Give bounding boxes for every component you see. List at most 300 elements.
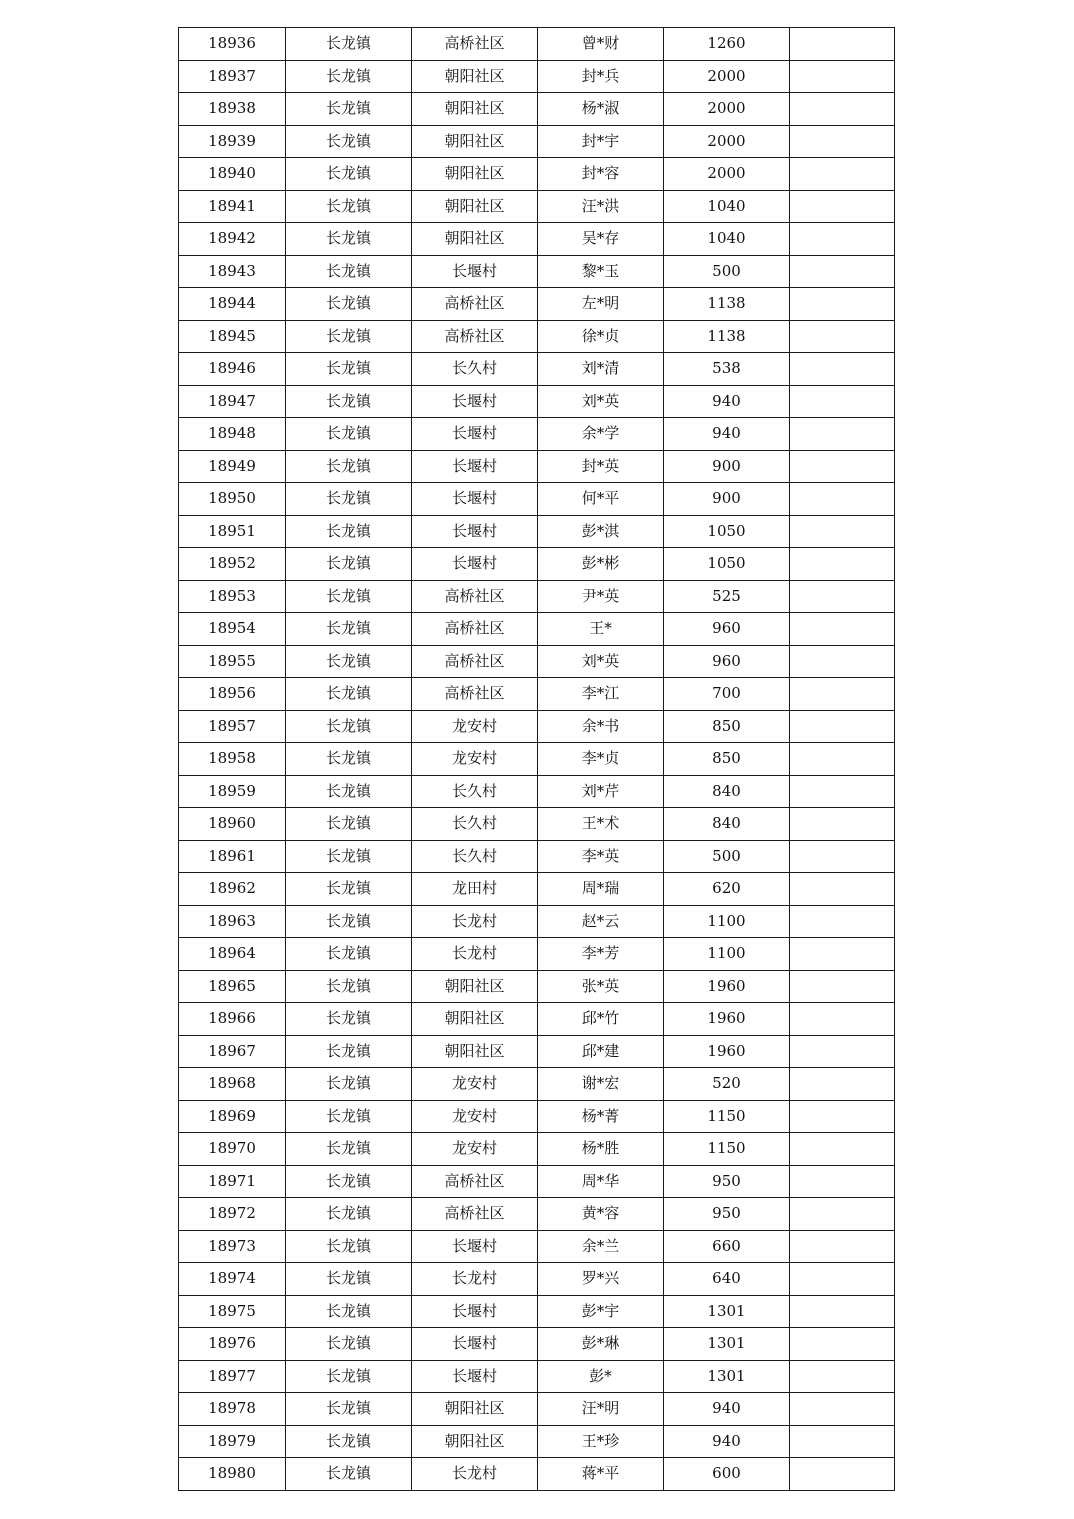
village-cell: 长堰村 (412, 1295, 538, 1328)
amount-cell: 900 (664, 483, 790, 516)
serial-number-cell: 18946 (179, 353, 286, 386)
village-cell: 朝阳社区 (412, 60, 538, 93)
person-name-cell: 黎*玉 (538, 255, 664, 288)
note-cell (790, 28, 895, 61)
amount-cell: 850 (664, 710, 790, 743)
serial-number-cell: 18963 (179, 905, 286, 938)
person-name-cell: 余*学 (538, 418, 664, 451)
serial-number-cell: 18936 (179, 28, 286, 61)
amount-cell: 2000 (664, 60, 790, 93)
serial-number-cell: 18939 (179, 125, 286, 158)
person-name-cell: 谢*宏 (538, 1068, 664, 1101)
serial-number-cell: 18972 (179, 1198, 286, 1231)
person-name-cell: 李*贞 (538, 743, 664, 776)
table-row (179, 710, 895, 743)
table-row (179, 255, 895, 288)
person-name-cell: 彭*宇 (538, 1295, 664, 1328)
person-name-cell: 何*平 (538, 483, 664, 516)
town-cell: 长龙镇 (286, 938, 412, 971)
town-cell: 长龙镇 (286, 580, 412, 613)
village-cell: 高桥社区 (412, 580, 538, 613)
amount-cell: 940 (664, 385, 790, 418)
note-cell (790, 808, 895, 841)
person-name-cell: 周*华 (538, 1165, 664, 1198)
roster-table-body (179, 28, 895, 1491)
serial-number-cell: 18952 (179, 548, 286, 581)
table-row (179, 970, 895, 1003)
town-cell: 长龙镇 (286, 1263, 412, 1296)
serial-number-cell: 18977 (179, 1360, 286, 1393)
person-name-cell: 邱*竹 (538, 1003, 664, 1036)
person-name-cell: 罗*兴 (538, 1263, 664, 1296)
village-cell: 长堰村 (412, 450, 538, 483)
town-cell: 长龙镇 (286, 645, 412, 678)
amount-cell: 960 (664, 613, 790, 646)
town-cell: 长龙镇 (286, 158, 412, 191)
serial-number-cell: 18969 (179, 1100, 286, 1133)
village-cell: 龙田村 (412, 873, 538, 906)
table-row (179, 1295, 895, 1328)
town-cell: 长龙镇 (286, 28, 412, 61)
person-name-cell: 汪*洪 (538, 190, 664, 223)
village-cell: 长堰村 (412, 1328, 538, 1361)
town-cell: 长龙镇 (286, 1035, 412, 1068)
person-name-cell: 杨*淑 (538, 93, 664, 126)
serial-number-cell: 18941 (179, 190, 286, 223)
table-row (179, 873, 895, 906)
town-cell: 长龙镇 (286, 1068, 412, 1101)
table-row (179, 28, 895, 61)
serial-number-cell: 18960 (179, 808, 286, 841)
village-cell: 长堰村 (412, 255, 538, 288)
village-cell: 高桥社区 (412, 678, 538, 711)
note-cell (790, 1328, 895, 1361)
village-cell: 长堰村 (412, 515, 538, 548)
note-cell (790, 710, 895, 743)
serial-number-cell: 18961 (179, 840, 286, 873)
village-cell: 长堰村 (412, 548, 538, 581)
amount-cell: 1050 (664, 515, 790, 548)
village-cell: 长堰村 (412, 1230, 538, 1263)
serial-number-cell: 18953 (179, 580, 286, 613)
amount-cell: 1960 (664, 1035, 790, 1068)
note-cell (790, 1133, 895, 1166)
person-name-cell: 李*芳 (538, 938, 664, 971)
person-name-cell: 李*江 (538, 678, 664, 711)
town-cell: 长龙镇 (286, 873, 412, 906)
town-cell: 长龙镇 (286, 1425, 412, 1458)
serial-number-cell: 18949 (179, 450, 286, 483)
person-name-cell: 吴*存 (538, 223, 664, 256)
town-cell: 长龙镇 (286, 808, 412, 841)
amount-cell: 940 (664, 418, 790, 451)
amount-cell: 2000 (664, 158, 790, 191)
table-row (179, 125, 895, 158)
village-cell: 高桥社区 (412, 613, 538, 646)
person-name-cell: 王*术 (538, 808, 664, 841)
note-cell (790, 840, 895, 873)
serial-number-cell: 18976 (179, 1328, 286, 1361)
person-name-cell: 封*容 (538, 158, 664, 191)
town-cell: 长龙镇 (286, 1133, 412, 1166)
town-cell: 长龙镇 (286, 1230, 412, 1263)
village-cell: 长堰村 (412, 418, 538, 451)
note-cell (790, 418, 895, 451)
note-cell (790, 905, 895, 938)
amount-cell: 1301 (664, 1295, 790, 1328)
person-name-cell: 刘*英 (538, 645, 664, 678)
village-cell: 龙安村 (412, 710, 538, 743)
village-cell: 高桥社区 (412, 320, 538, 353)
town-cell: 长龙镇 (286, 1295, 412, 1328)
serial-number-cell: 18947 (179, 385, 286, 418)
person-name-cell: 彭*彬 (538, 548, 664, 581)
note-cell (790, 125, 895, 158)
document-page (178, 27, 894, 1491)
person-name-cell: 余*兰 (538, 1230, 664, 1263)
amount-cell: 600 (664, 1458, 790, 1491)
amount-cell: 538 (664, 353, 790, 386)
amount-cell: 840 (664, 808, 790, 841)
serial-number-cell: 18964 (179, 938, 286, 971)
amount-cell: 1040 (664, 223, 790, 256)
amount-cell: 850 (664, 743, 790, 776)
person-name-cell: 封*宇 (538, 125, 664, 158)
note-cell (790, 1165, 895, 1198)
amount-cell: 500 (664, 255, 790, 288)
town-cell: 长龙镇 (286, 320, 412, 353)
note-cell (790, 223, 895, 256)
village-cell: 长龙村 (412, 938, 538, 971)
table-row (179, 190, 895, 223)
town-cell: 长龙镇 (286, 613, 412, 646)
town-cell: 长龙镇 (286, 1198, 412, 1231)
serial-number-cell: 18962 (179, 873, 286, 906)
amount-cell: 940 (664, 1393, 790, 1426)
amount-cell: 525 (664, 580, 790, 613)
serial-number-cell: 18957 (179, 710, 286, 743)
serial-number-cell: 18940 (179, 158, 286, 191)
serial-number-cell: 18975 (179, 1295, 286, 1328)
village-cell: 朝阳社区 (412, 190, 538, 223)
serial-number-cell: 18979 (179, 1425, 286, 1458)
person-name-cell: 王*珍 (538, 1425, 664, 1458)
town-cell: 长龙镇 (286, 1360, 412, 1393)
amount-cell: 1260 (664, 28, 790, 61)
amount-cell: 620 (664, 873, 790, 906)
table-row (179, 613, 895, 646)
town-cell: 长龙镇 (286, 190, 412, 223)
town-cell: 长龙镇 (286, 1328, 412, 1361)
town-cell: 长龙镇 (286, 970, 412, 1003)
town-cell: 长龙镇 (286, 1393, 412, 1426)
note-cell (790, 938, 895, 971)
table-row (179, 1165, 895, 1198)
person-name-cell: 杨*菁 (538, 1100, 664, 1133)
village-cell: 龙安村 (412, 1068, 538, 1101)
village-cell: 高桥社区 (412, 1165, 538, 1198)
note-cell (790, 1035, 895, 1068)
village-cell: 朝阳社区 (412, 1393, 538, 1426)
note-cell (790, 288, 895, 321)
amount-cell: 900 (664, 450, 790, 483)
note-cell (790, 1003, 895, 1036)
town-cell: 长龙镇 (286, 515, 412, 548)
amount-cell: 940 (664, 1425, 790, 1458)
town-cell: 长龙镇 (286, 288, 412, 321)
village-cell: 高桥社区 (412, 28, 538, 61)
town-cell: 长龙镇 (286, 450, 412, 483)
note-cell (790, 1295, 895, 1328)
village-cell: 长久村 (412, 808, 538, 841)
person-name-cell: 尹*英 (538, 580, 664, 613)
town-cell: 长龙镇 (286, 385, 412, 418)
amount-cell: 700 (664, 678, 790, 711)
note-cell (790, 320, 895, 353)
note-cell (790, 1263, 895, 1296)
person-name-cell: 赵*云 (538, 905, 664, 938)
village-cell: 朝阳社区 (412, 1003, 538, 1036)
serial-number-cell: 18966 (179, 1003, 286, 1036)
serial-number-cell: 18942 (179, 223, 286, 256)
town-cell: 长龙镇 (286, 483, 412, 516)
amount-cell: 1138 (664, 320, 790, 353)
town-cell: 长龙镇 (286, 1003, 412, 1036)
town-cell: 长龙镇 (286, 678, 412, 711)
serial-number-cell: 18945 (179, 320, 286, 353)
table-row (179, 743, 895, 776)
table-row (179, 1198, 895, 1231)
amount-cell: 1100 (664, 905, 790, 938)
amount-cell: 950 (664, 1165, 790, 1198)
note-cell (790, 970, 895, 1003)
table-row (179, 1068, 895, 1101)
serial-number-cell: 18968 (179, 1068, 286, 1101)
serial-number-cell: 18958 (179, 743, 286, 776)
table-row (179, 1263, 895, 1296)
table-row (179, 1133, 895, 1166)
amount-cell: 1040 (664, 190, 790, 223)
town-cell: 长龙镇 (286, 255, 412, 288)
person-name-cell: 杨*胜 (538, 1133, 664, 1166)
town-cell: 长龙镇 (286, 93, 412, 126)
table-row (179, 1230, 895, 1263)
village-cell: 长久村 (412, 775, 538, 808)
table-row (179, 353, 895, 386)
note-cell (790, 580, 895, 613)
town-cell: 长龙镇 (286, 125, 412, 158)
town-cell: 长龙镇 (286, 840, 412, 873)
person-name-cell: 邱*建 (538, 1035, 664, 1068)
village-cell: 龙安村 (412, 743, 538, 776)
town-cell: 长龙镇 (286, 353, 412, 386)
village-cell: 朝阳社区 (412, 223, 538, 256)
village-cell: 朝阳社区 (412, 93, 538, 126)
note-cell (790, 190, 895, 223)
town-cell: 长龙镇 (286, 743, 412, 776)
person-name-cell: 左*明 (538, 288, 664, 321)
amount-cell: 960 (664, 645, 790, 678)
table-row (179, 223, 895, 256)
amount-cell: 1100 (664, 938, 790, 971)
note-cell (790, 645, 895, 678)
note-cell (790, 483, 895, 516)
village-cell: 朝阳社区 (412, 970, 538, 1003)
town-cell: 长龙镇 (286, 1458, 412, 1491)
table-row (179, 418, 895, 451)
serial-number-cell: 18943 (179, 255, 286, 288)
note-cell (790, 1425, 895, 1458)
serial-number-cell: 18955 (179, 645, 286, 678)
person-name-cell: 彭*淇 (538, 515, 664, 548)
note-cell (790, 1068, 895, 1101)
table-row (179, 1360, 895, 1393)
serial-number-cell: 18973 (179, 1230, 286, 1263)
person-name-cell: 封*英 (538, 450, 664, 483)
amount-cell: 2000 (664, 125, 790, 158)
person-name-cell: 王* (538, 613, 664, 646)
table-row (179, 158, 895, 191)
person-name-cell: 李*英 (538, 840, 664, 873)
person-name-cell: 张*英 (538, 970, 664, 1003)
amount-cell: 640 (664, 1263, 790, 1296)
table-row (179, 645, 895, 678)
serial-number-cell: 18938 (179, 93, 286, 126)
village-cell: 高桥社区 (412, 1198, 538, 1231)
note-cell (790, 60, 895, 93)
note-cell (790, 873, 895, 906)
table-row (179, 483, 895, 516)
serial-number-cell: 18971 (179, 1165, 286, 1198)
note-cell (790, 158, 895, 191)
village-cell: 龙安村 (412, 1133, 538, 1166)
person-name-cell: 余*书 (538, 710, 664, 743)
serial-number-cell: 18980 (179, 1458, 286, 1491)
note-cell (790, 1360, 895, 1393)
serial-number-cell: 18959 (179, 775, 286, 808)
note-cell (790, 1198, 895, 1231)
village-cell: 高桥社区 (412, 288, 538, 321)
table-row (179, 548, 895, 581)
serial-number-cell: 18944 (179, 288, 286, 321)
table-row (179, 93, 895, 126)
village-cell: 长堰村 (412, 385, 538, 418)
person-name-cell: 刘*芹 (538, 775, 664, 808)
table-row (179, 1458, 895, 1491)
note-cell (790, 1230, 895, 1263)
table-row (179, 1100, 895, 1133)
table-row (179, 385, 895, 418)
person-name-cell: 刘*英 (538, 385, 664, 418)
town-cell: 长龙镇 (286, 60, 412, 93)
note-cell (790, 1393, 895, 1426)
table-row (179, 775, 895, 808)
serial-number-cell: 18970 (179, 1133, 286, 1166)
note-cell (790, 515, 895, 548)
table-row (179, 1328, 895, 1361)
village-cell: 朝阳社区 (412, 158, 538, 191)
serial-number-cell: 18956 (179, 678, 286, 711)
table-row (179, 1035, 895, 1068)
serial-number-cell: 18948 (179, 418, 286, 451)
amount-cell: 1301 (664, 1328, 790, 1361)
person-name-cell: 蒋*平 (538, 1458, 664, 1491)
table-row (179, 1003, 895, 1036)
village-cell: 长龙村 (412, 905, 538, 938)
table-row (179, 580, 895, 613)
serial-number-cell: 18967 (179, 1035, 286, 1068)
town-cell: 长龙镇 (286, 223, 412, 256)
table-row (179, 905, 895, 938)
town-cell: 长龙镇 (286, 710, 412, 743)
village-cell: 长堰村 (412, 483, 538, 516)
note-cell (790, 385, 895, 418)
serial-number-cell: 18954 (179, 613, 286, 646)
note-cell (790, 678, 895, 711)
amount-cell: 500 (664, 840, 790, 873)
amount-cell: 520 (664, 1068, 790, 1101)
note-cell (790, 353, 895, 386)
table-row (179, 938, 895, 971)
village-cell: 朝阳社区 (412, 1425, 538, 1458)
person-name-cell: 汪*明 (538, 1393, 664, 1426)
serial-number-cell: 18937 (179, 60, 286, 93)
note-cell (790, 93, 895, 126)
town-cell: 长龙镇 (286, 1165, 412, 1198)
amount-cell: 1301 (664, 1360, 790, 1393)
amount-cell: 660 (664, 1230, 790, 1263)
person-name-cell: 曾*财 (538, 28, 664, 61)
village-cell: 朝阳社区 (412, 1035, 538, 1068)
amount-cell: 1960 (664, 970, 790, 1003)
village-cell: 长龙村 (412, 1263, 538, 1296)
serial-number-cell: 18978 (179, 1393, 286, 1426)
town-cell: 长龙镇 (286, 1100, 412, 1133)
table-row (179, 320, 895, 353)
person-name-cell: 刘*清 (538, 353, 664, 386)
note-cell (790, 743, 895, 776)
serial-number-cell: 18974 (179, 1263, 286, 1296)
village-cell: 长久村 (412, 353, 538, 386)
table-row (179, 1425, 895, 1458)
village-cell: 长堰村 (412, 1360, 538, 1393)
table-row (179, 840, 895, 873)
serial-number-cell: 18950 (179, 483, 286, 516)
village-cell: 高桥社区 (412, 645, 538, 678)
person-name-cell: 徐*贞 (538, 320, 664, 353)
person-name-cell: 周*瑞 (538, 873, 664, 906)
note-cell (790, 548, 895, 581)
table-row (179, 678, 895, 711)
amount-cell: 1138 (664, 288, 790, 321)
table-row (179, 288, 895, 321)
person-name-cell: 黄*容 (538, 1198, 664, 1231)
town-cell: 长龙镇 (286, 905, 412, 938)
amount-cell: 1960 (664, 1003, 790, 1036)
village-cell: 朝阳社区 (412, 125, 538, 158)
person-name-cell: 彭*琳 (538, 1328, 664, 1361)
village-cell: 长久村 (412, 840, 538, 873)
amount-cell: 2000 (664, 93, 790, 126)
person-name-cell: 封*兵 (538, 60, 664, 93)
village-cell: 长龙村 (412, 1458, 538, 1491)
table-row (179, 1393, 895, 1426)
note-cell (790, 450, 895, 483)
town-cell: 长龙镇 (286, 548, 412, 581)
note-cell (790, 613, 895, 646)
town-cell: 长龙镇 (286, 775, 412, 808)
note-cell (790, 1458, 895, 1491)
